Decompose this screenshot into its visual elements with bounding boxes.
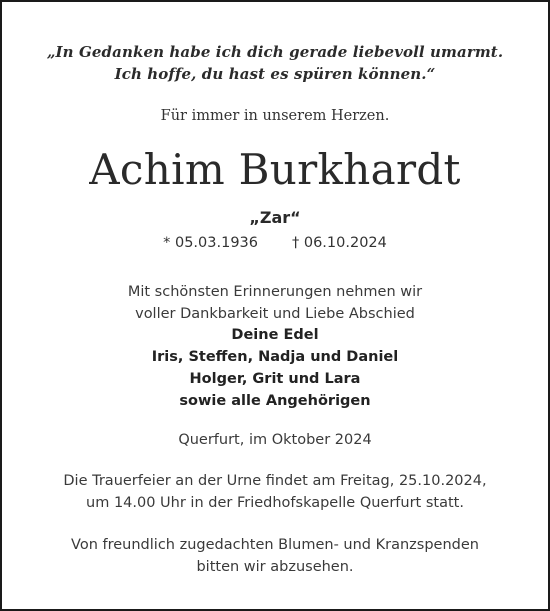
flowers-note-line-1: Von freundlich zugedachten Blumen- und Kranzspenden [71, 537, 479, 553]
mourner-line-2: Iris, Steffen, Nadja und Daniel [151, 349, 399, 365]
ceremony-line-1: Die Trauerfeier an der Urne findet am Freitag, 25.10.2024, [63, 473, 487, 489]
birth-date: * 05.03.1936 [163, 235, 258, 251]
ceremony-line-2: um 14.00 Uhr in der Friedhofskapelle Querfurt statt. [86, 495, 464, 511]
intro-text: Für immer in unserem Herzen. [160, 108, 390, 124]
message-line-1: Mit schönsten Erinnerungen nehmen wir [127, 284, 423, 300]
place-date: Querfurt, im Oktober 2024 [178, 432, 372, 448]
mourner-line-4: sowie alle Angehörigen [179, 393, 371, 409]
message-line-2: voller Dankbarkeit und Liebe Abschied [135, 306, 415, 322]
mourner-line-3: Holger, Grit und Lara [189, 371, 361, 387]
nickname: „Zar“ [249, 208, 301, 227]
flowers-note-line-2: bitten wir abzusehen. [196, 559, 354, 575]
death-date: † 06.10.2024 [292, 235, 387, 251]
deceased-name: Achim Burkhardt [89, 145, 461, 194]
quote-line-2: Ich hoffe, du hast es spüren können.“ [114, 65, 436, 83]
mourner-line-1: Deine Edel [231, 327, 319, 343]
life-dates [2, 235, 548, 251]
quote-line-1: „In Gedanken habe ich dich gerade liebevoll umarmt. [46, 43, 504, 61]
